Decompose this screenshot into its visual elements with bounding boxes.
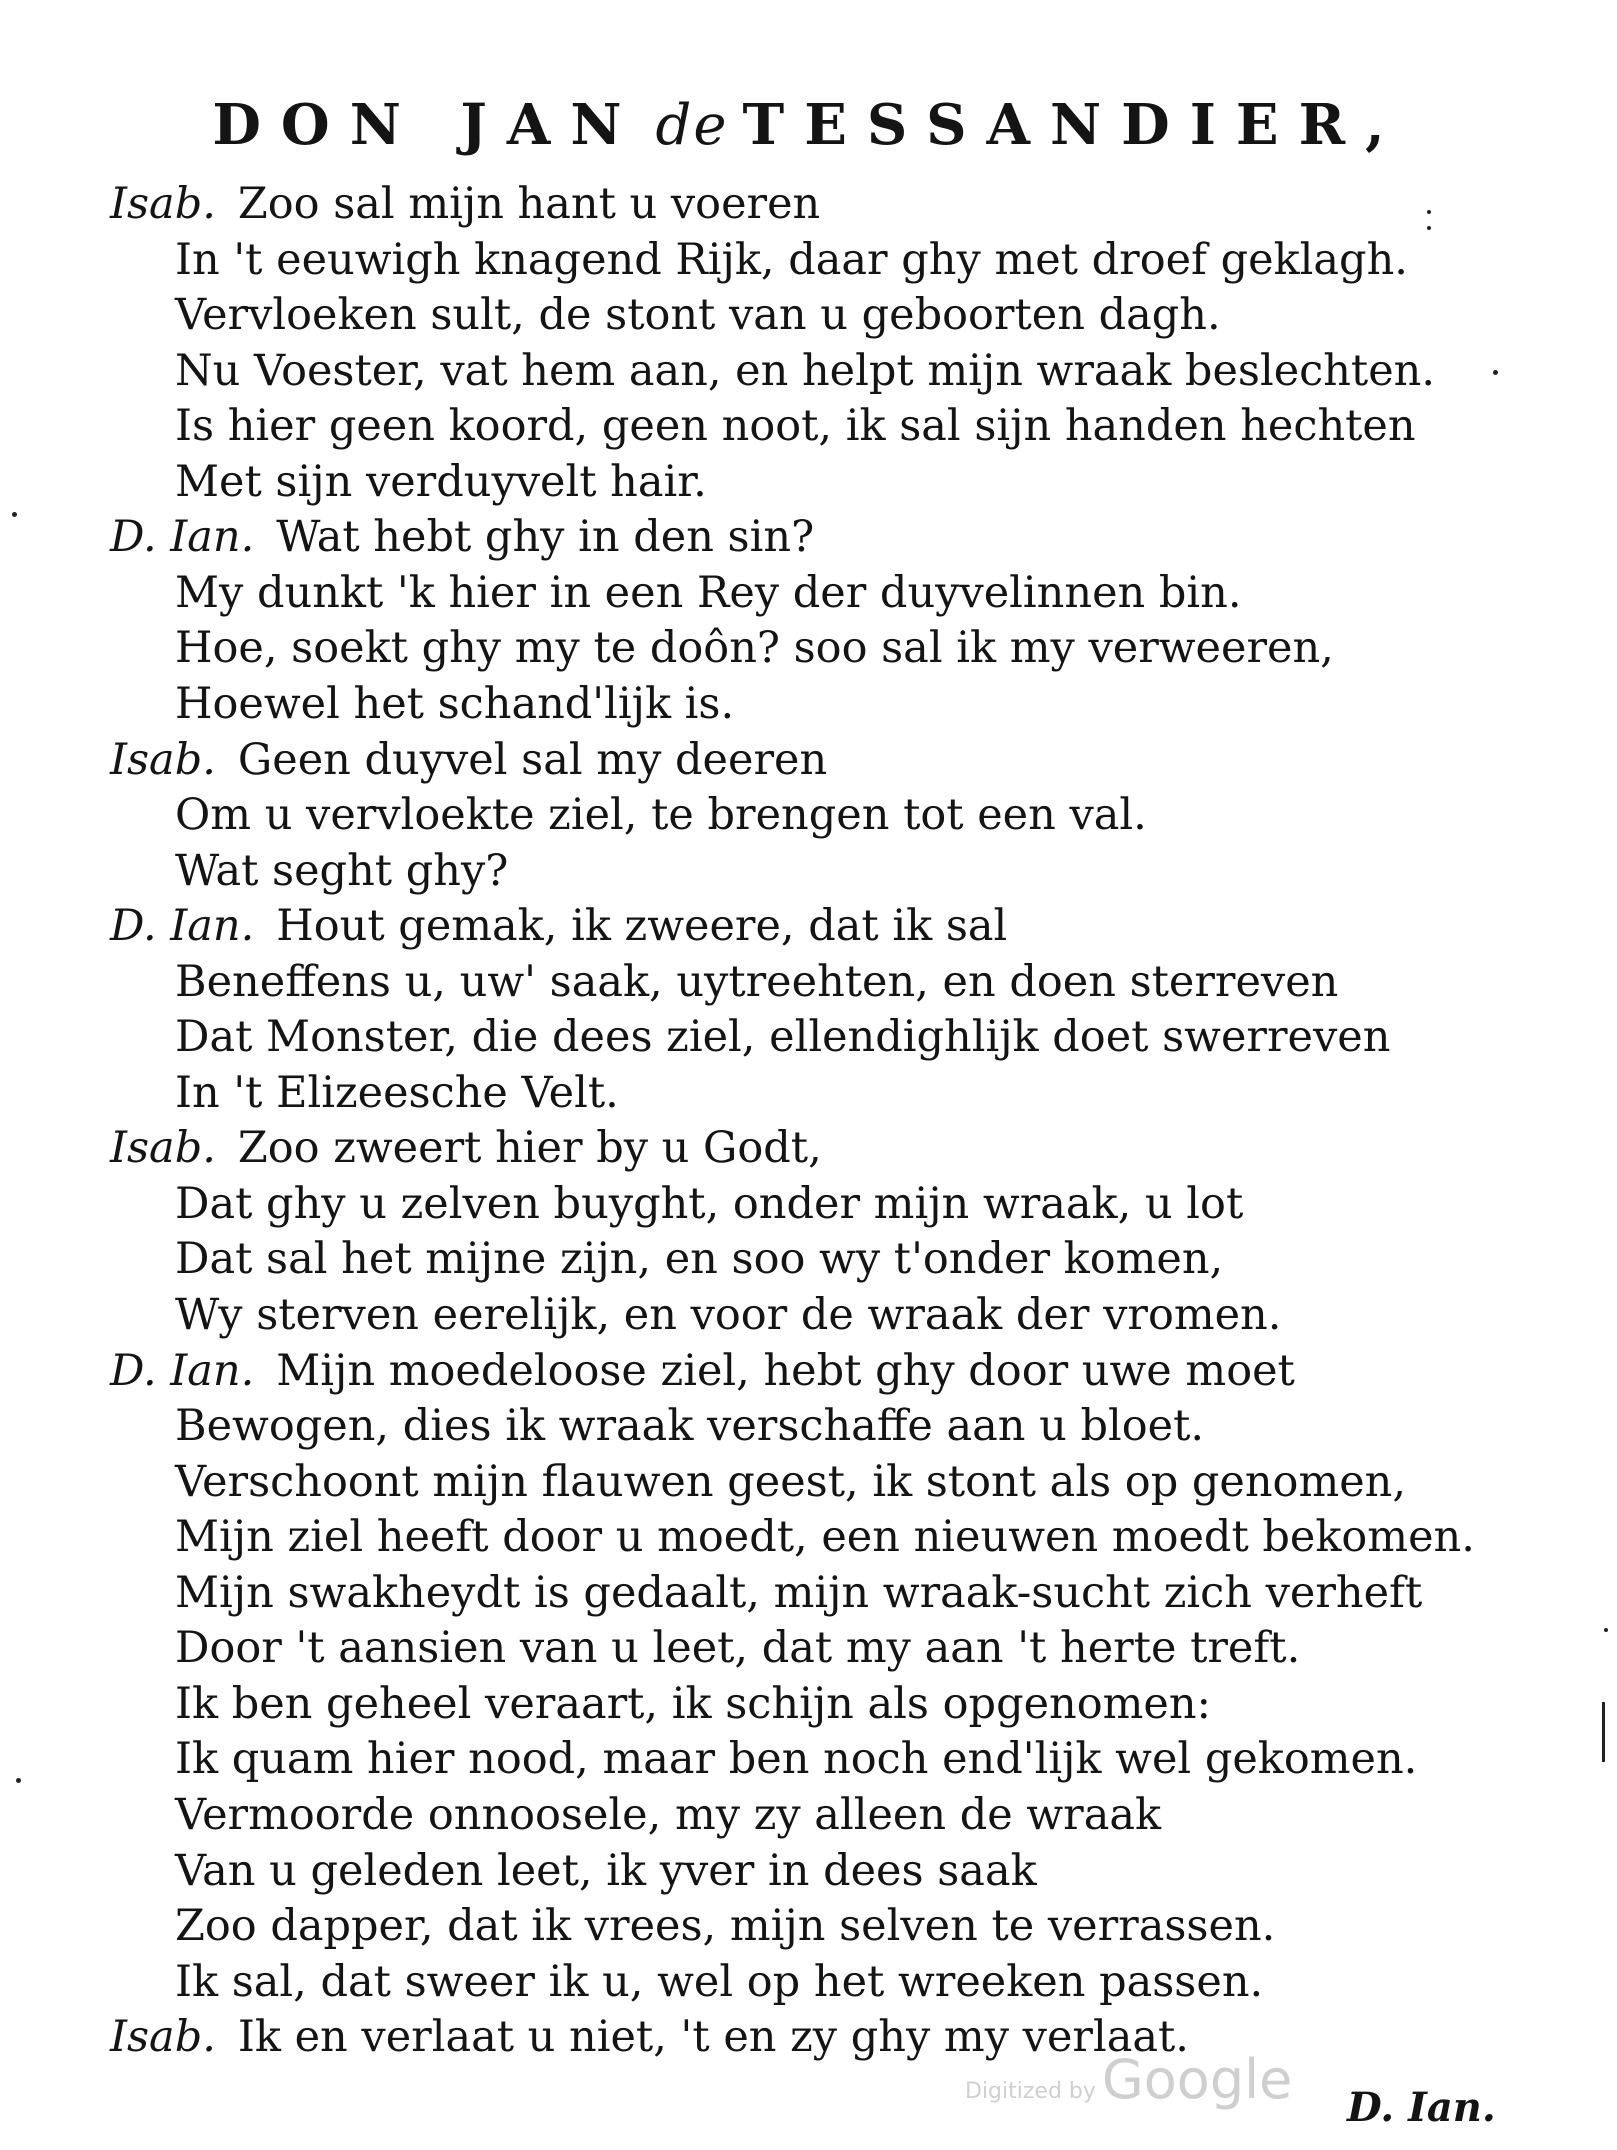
verse-text: Door 't aansien van u leet, dat my aan 't herte treft.: [175, 1623, 1301, 1674]
verse-line: [175, 343, 1435, 399]
verse-line: [175, 454, 707, 510]
verse-text: In 't Elizeesche Velt.: [175, 1067, 619, 1118]
header-name-first: DON JAN: [212, 92, 642, 158]
speaker-name: Isab.: [110, 1123, 216, 1174]
margin-speck: [1427, 226, 1431, 230]
verse-line: [175, 676, 734, 732]
speech-line: [110, 898, 1007, 954]
verse-text: Ik quam hier nood, maar ben noch end'lijk wel gekomen.: [175, 1734, 1418, 1785]
verse-line: [175, 1898, 1275, 1954]
verse-text: Zoo dapper, dat ik vrees, mijn selven te verrassen.: [175, 1901, 1276, 1952]
verse-text: Wat hebt ghy in den sin?: [276, 512, 815, 563]
margin-speck: [12, 512, 17, 517]
verse-text: Van u geleden leet, ik yver in dees saak: [175, 1845, 1037, 1896]
watermark-google-logo: Google: [1101, 2048, 1293, 2111]
verse-text: Beneffens u, uw' saak, uytreehten, en doen sterreven: [175, 956, 1339, 1007]
verse-line: [175, 1509, 1475, 1565]
speaker-name: D. Ian.: [110, 901, 255, 952]
verse-text: Verschoont mijn flauwen geest, ik stont als op genomen,: [175, 1456, 1407, 1507]
verse-line: [175, 232, 1408, 288]
verse-line: [175, 843, 508, 899]
verse-text: Is hier geen koord, geen noot, ik sal sijn handen hechten: [175, 401, 1416, 452]
running-header: [0, 92, 1617, 158]
margin-speck: [1427, 210, 1431, 214]
verse-line: [175, 1676, 1211, 1732]
verse-line: [175, 1287, 1281, 1343]
verse-line: [175, 1176, 1243, 1232]
header-name-last: TESSANDIER,: [742, 92, 1405, 158]
verse-text: Hoewel het schand'lijk is.: [175, 678, 735, 729]
verse-text: Ik sal, dat sweer ik u, wel op het wreeken passen.: [175, 1956, 1264, 2007]
margin-rule: [1602, 1702, 1605, 1762]
watermark-digitized-by: Digitized by: [965, 2079, 1096, 2104]
verse-text: Vervloeken sult, de stont van u geboorten dagh.: [175, 290, 1221, 341]
verse-text: My dunkt 'k hier in een Rey der duyvelinnen bin.: [175, 567, 1242, 618]
verse-text: Dat sal het mijne zijn, en soo wy t'onder komen,: [175, 1234, 1224, 1285]
verse-text: Om u vervloekte ziel, te brengen tot een val.: [175, 790, 1147, 841]
verse-line: [175, 1065, 619, 1121]
verse-text: Zoo sal mijn hant u voeren: [237, 179, 821, 229]
verse-text: Vermoorde onnoosele, my zy alleen de wraak: [175, 1789, 1162, 1840]
verse-text: Dat ghy u zelven buyght, onder mijn wraak, u lot: [175, 1178, 1244, 1229]
verse-line: [175, 1954, 1263, 2010]
verse-line: [175, 1231, 1223, 1287]
verse-line: [175, 1731, 1417, 1787]
verse-text: Ik ben geheel veraart, ik schijn als opgenomen:: [175, 1678, 1212, 1729]
speaker-name: Isab.: [110, 179, 216, 229]
speech-line: [110, 509, 814, 565]
verse-text: Wat seght ghy?: [175, 845, 509, 896]
speech-line: [110, 1343, 1295, 1399]
margin-speck: [1604, 1628, 1608, 1632]
verse-line: [175, 1787, 1161, 1843]
verse-text: Zoo zweert hier by u Godt,: [237, 1123, 822, 1174]
verse-text: Wy sterven eerelijk, en voor de wraak der vromen.: [175, 1290, 1282, 1340]
verse-line: [175, 398, 1416, 454]
verse-line: [175, 787, 1147, 843]
speaker-name: D. Ian.: [110, 1345, 255, 1396]
verse-line: [175, 1398, 1204, 1454]
verse-text: Bewogen, dies ik wraak verschaffe aan u bloet.: [175, 1401, 1205, 1452]
verse-text: Hoe, soekt ghy my te doôn? soo sal ik my verweeren,: [175, 623, 1334, 674]
verse-line: [175, 954, 1338, 1010]
speech-line: [110, 732, 827, 788]
verse-line: [175, 565, 1242, 621]
verse-text: Mijn ziel heeft door u moedt, een nieuwen moedt bekomen.: [175, 1512, 1475, 1563]
margin-speck: [16, 1778, 21, 1783]
verse-line: [175, 1454, 1406, 1510]
speaker-name: Isab.: [110, 2012, 216, 2063]
verse-text: Mijn swakheydt is gedaalt, mijn wraak-sucht zich verheft: [175, 1567, 1423, 1618]
verse-text: Ik en verlaat u niet, 't en zy ghy my verlaat.: [237, 2012, 1189, 2063]
catchword: D. Ian.: [1347, 2084, 1496, 2131]
verse-text: In 't eeuwigh knagend Rijk, daar ghy met droef geklagh.: [175, 234, 1408, 285]
verse-line: [175, 1620, 1300, 1676]
digitized-watermark: [965, 2048, 1292, 2111]
verse-text: Met sijn verduyvelt hair.: [175, 456, 707, 507]
header-particle: de: [655, 93, 729, 158]
margin-speck: [1493, 370, 1498, 375]
speaker-name: Isab.: [110, 734, 216, 785]
verse-line: [175, 1565, 1422, 1621]
verse-line: [175, 1843, 1037, 1899]
verse-text: Nu Voester, vat hem aan, en helpt mijn wraak beslechten.: [175, 345, 1436, 396]
verse-line: [175, 620, 1334, 676]
verse-line: [175, 1009, 1390, 1065]
verse-text: Mijn moedeloose ziel, hebt ghy door uwe moet: [276, 1345, 1295, 1396]
verse-text: Hout gemak, ik zweere, dat ik sal: [276, 901, 1008, 952]
speaker-name: D. Ian.: [110, 512, 255, 563]
speech-line: [110, 1120, 822, 1176]
speech-line: [110, 176, 820, 232]
verse-text: Geen duyvel sal my deeren: [237, 734, 828, 785]
verse-line: [175, 287, 1221, 343]
verse-text: Dat Monster, die dees ziel, ellendighlijk doet swerreven: [175, 1012, 1391, 1063]
